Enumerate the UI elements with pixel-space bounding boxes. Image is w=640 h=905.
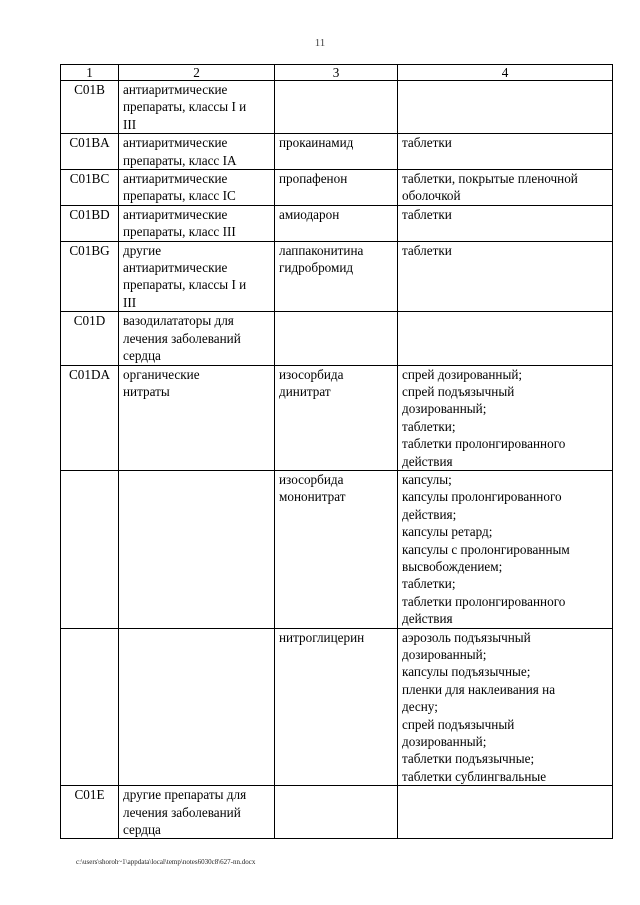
dosage-form-line: аэрозоль подъязычный bbox=[402, 629, 531, 645]
table-row bbox=[61, 628, 613, 786]
substance-line: изосорбида bbox=[279, 471, 344, 487]
dosage-form-line: таблетки пролонгированного bbox=[402, 436, 566, 452]
group-line: нитраты bbox=[123, 383, 170, 399]
group-cell bbox=[119, 134, 275, 170]
dosage-form-line: спрей подъязычный bbox=[402, 716, 515, 732]
substance-cell bbox=[275, 241, 398, 312]
group-line: антиаритмические bbox=[123, 135, 228, 151]
dosage-form-cell bbox=[398, 134, 613, 170]
dosage-form-line: таблетки bbox=[402, 242, 452, 258]
atc-code-cell bbox=[61, 628, 119, 786]
group-line: антиаритмические bbox=[123, 206, 228, 222]
dosage-form-line: таблетки подъязычные; bbox=[402, 751, 535, 767]
substance-cell bbox=[275, 312, 398, 365]
dosage-form-line: капсулы пролонгированного bbox=[402, 489, 562, 505]
dosage-form-cell bbox=[398, 470, 613, 628]
dosage-form-cell bbox=[398, 241, 613, 312]
table-row bbox=[61, 134, 613, 170]
medication-table bbox=[60, 64, 613, 839]
atc-code-cell: C01BG bbox=[61, 241, 119, 312]
substance-line: мононитрат bbox=[279, 489, 346, 505]
dosage-form-line: дозированный; bbox=[402, 734, 487, 750]
dosage-form-line: высвобождением; bbox=[402, 558, 503, 574]
substance-cell bbox=[275, 786, 398, 839]
group-cell bbox=[119, 786, 275, 839]
substance-line: динитрат bbox=[279, 383, 331, 399]
substance-cell bbox=[275, 470, 398, 628]
page-number: 11 bbox=[314, 37, 326, 49]
dosage-form-cell bbox=[398, 81, 613, 134]
substance-line: лаппаконитина bbox=[279, 242, 364, 258]
atc-code-cell: C01DA bbox=[61, 365, 119, 470]
dosage-form-line: таблетки; bbox=[402, 418, 456, 434]
group-line: лечения заболеваний bbox=[123, 804, 241, 820]
dosage-form-line: таблетки сублингвальные bbox=[402, 768, 547, 784]
group-line: сердца bbox=[123, 348, 161, 364]
dosage-form-line: капсулы подъязычные; bbox=[402, 664, 531, 680]
substance-cell bbox=[275, 134, 398, 170]
dosage-form-line: действия bbox=[402, 611, 453, 627]
group-line: другие bbox=[123, 242, 162, 258]
dosage-form-line: капсулы; bbox=[402, 471, 452, 487]
atc-code-cell: C01BC bbox=[61, 170, 119, 206]
group-cell bbox=[119, 470, 275, 628]
substance-cell bbox=[275, 628, 398, 786]
table-row bbox=[61, 365, 613, 470]
group-line: антиаритмические bbox=[123, 260, 228, 276]
column-header: 4 bbox=[398, 65, 613, 81]
group-line: другие препараты для bbox=[123, 787, 247, 803]
group-line: III bbox=[123, 294, 137, 310]
group-line: препараты, класс IA bbox=[123, 152, 237, 168]
substance-line: гидробромид bbox=[279, 260, 354, 276]
file-path-footer: c:\users\shoroh~1\appdata\local\temp\notes6030c8\627-nn.docx bbox=[76, 858, 256, 866]
substance-line: амиодарон bbox=[279, 206, 340, 222]
group-cell bbox=[119, 170, 275, 206]
dosage-form-line: действия bbox=[402, 453, 453, 469]
table-row bbox=[61, 205, 613, 241]
group-cell bbox=[119, 241, 275, 312]
dosage-form-line: таблетки пролонгированного bbox=[402, 593, 566, 609]
dosage-form-line: таблетки, покрытые пленочной bbox=[402, 171, 578, 187]
dosage-form-line: таблетки; bbox=[402, 576, 456, 592]
group-cell bbox=[119, 81, 275, 134]
dosage-form-line: действия; bbox=[402, 506, 457, 522]
dosage-form-line: дозированный; bbox=[402, 401, 487, 417]
table-row bbox=[61, 241, 613, 312]
substance-cell bbox=[275, 365, 398, 470]
group-line: препараты, класс III bbox=[123, 224, 236, 240]
atc-code-cell: C01B bbox=[61, 81, 119, 134]
substance-cell bbox=[275, 170, 398, 206]
dosage-form-cell bbox=[398, 312, 613, 365]
substance-line: изосорбида bbox=[279, 366, 344, 382]
dosage-form-cell bbox=[398, 628, 613, 786]
table-header-row bbox=[61, 65, 613, 81]
dosage-form-cell bbox=[398, 365, 613, 470]
atc-code-cell: C01BA bbox=[61, 134, 119, 170]
group-line: лечения заболеваний bbox=[123, 330, 241, 346]
dosage-form-line: оболочкой bbox=[402, 188, 461, 204]
atc-code-cell: C01BD bbox=[61, 205, 119, 241]
group-line: препараты, класс IC bbox=[123, 188, 236, 204]
substance-cell bbox=[275, 81, 398, 134]
group-line: вазодилататоры для bbox=[123, 313, 234, 329]
dosage-form-line: пленки для наклеивания на bbox=[402, 681, 556, 697]
substance-line: прокаинамид bbox=[279, 135, 354, 151]
group-cell bbox=[119, 365, 275, 470]
atc-code-cell: C01D bbox=[61, 312, 119, 365]
dosage-form-line: десну; bbox=[402, 699, 438, 715]
group-cell bbox=[119, 628, 275, 786]
dosage-form-cell bbox=[398, 205, 613, 241]
group-line: сердца bbox=[123, 822, 161, 838]
substance-line: нитроглицерин bbox=[279, 629, 365, 645]
column-header: 1 bbox=[61, 65, 119, 81]
dosage-form-cell bbox=[398, 170, 613, 206]
column-header: 2 bbox=[119, 65, 275, 81]
dosage-form-line: капсулы ретард; bbox=[402, 524, 493, 540]
dosage-form-line: спрей дозированный; bbox=[402, 366, 523, 382]
dosage-form-line: дозированный; bbox=[402, 647, 487, 662]
table-row bbox=[61, 170, 613, 206]
table-row bbox=[61, 470, 613, 628]
group-line: органические bbox=[123, 366, 200, 382]
table-row bbox=[61, 786, 613, 839]
dosage-form-line: капсулы с пролонгированным bbox=[402, 541, 570, 557]
table-row bbox=[61, 312, 613, 365]
dosage-form-line: спрей подъязычный bbox=[402, 383, 515, 399]
dosage-form-cell bbox=[398, 786, 613, 839]
group-line: препараты, классы I и bbox=[123, 277, 247, 293]
substance-cell bbox=[275, 205, 398, 241]
atc-code-cell: C01E bbox=[61, 786, 119, 839]
group-cell bbox=[119, 205, 275, 241]
group-line: III bbox=[123, 116, 137, 132]
group-line: препараты, классы I и bbox=[123, 99, 247, 115]
group-cell bbox=[119, 312, 275, 365]
substance-line: пропафенон bbox=[279, 171, 348, 187]
dosage-form-line: таблетки bbox=[402, 135, 452, 151]
column-header: 3 bbox=[275, 65, 398, 81]
table-row bbox=[61, 81, 613, 134]
group-line: антиаритмические bbox=[123, 82, 228, 97]
group-line: антиаритмические bbox=[123, 171, 228, 187]
dosage-form-line: таблетки bbox=[402, 206, 452, 222]
atc-code-cell bbox=[61, 470, 119, 628]
